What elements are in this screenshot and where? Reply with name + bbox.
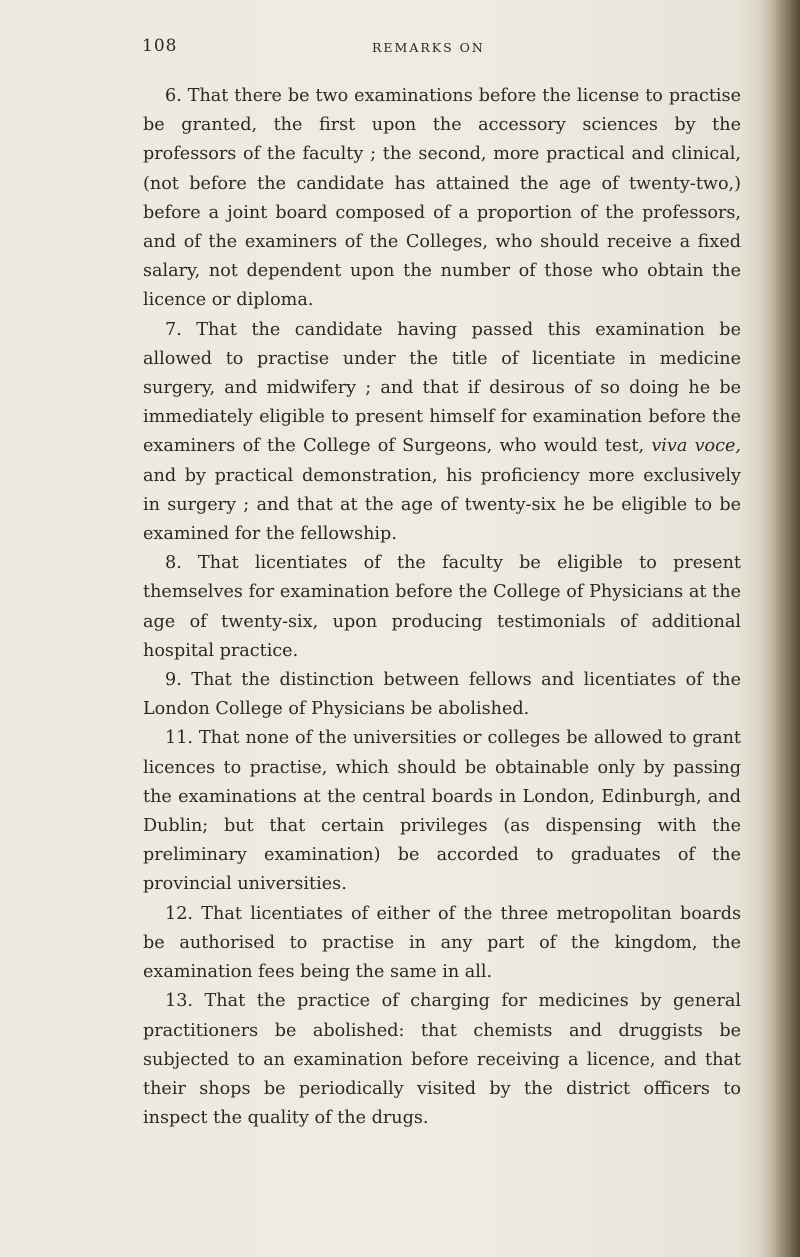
paragraph-6: 6. That there be two examinations before the license to practise be granted, the first upon the accessory sciences by the professors of the faculty ; the second, more practical and clinical, (not before the candidate has attained the age of twenty-two,) before a joint board composed of a proportion of the professors, and of the examiners of the Colleges, who should receive a fixed salary, not dependent upon the number of those who obtain the licence or diploma. (143, 86, 741, 311)
running-head: REMARKS ON (372, 40, 485, 55)
paragraph-11: 11. That none of the universities or colleges be allowed to grant licences to practise, which should be obtainable only by passing the examinations at the central boards in London, Edinburgh, and Dublin; but that certain privileges (as dispensing with the preliminary examination) be accorded to graduates of the provincial universities. (143, 728, 741, 895)
paragraph-7-emphasis: viva voce, (651, 436, 741, 457)
page-number: 108 (142, 36, 178, 56)
paragraph-8: 8. That licentiates of the faculty be eligible to present themselves for examination before the College of Physicians at the age of twenty-six, upon producing testimonials of additional hospital practice. (143, 553, 741, 661)
body-text (143, 82, 741, 1133)
paragraph-7 (143, 316, 741, 550)
paragraph-9: 9. That the distinction between fellows and licentiates of the London College of Physicians be abolished. (143, 670, 741, 720)
paragraph-7-text-before: 7. That the candidate having passed this examination be allowed to practise under the title of licentiate in medicine surgery, and midwifery ; and that if desirous of so doing he be immediately eligible to present himself for examination before the examiners of the College of Surgeons, who would test, (143, 319, 741, 457)
paragraph-12: 12. That licentiates of either of the three metropolitan boards be authorised to practise in any part of the kingdom, the examination fees being the same in all. (143, 903, 741, 983)
paragraph-13: 13. That the practice of charging for medicines by general practitioners be abolished: that chemists and druggists be subjected to an examination before receiving a licence, and that their shops be periodically visited by the district officers to inspect the quality of the drugs. (143, 991, 741, 1129)
paragraph-7-text-after: and by practical demonstration, his proficiency more exclusively in surgery ; and that at the age of twenty-six he be eligible to be examined for the fellowship. (143, 465, 741, 545)
page-gutter-shadow (758, 0, 800, 1257)
